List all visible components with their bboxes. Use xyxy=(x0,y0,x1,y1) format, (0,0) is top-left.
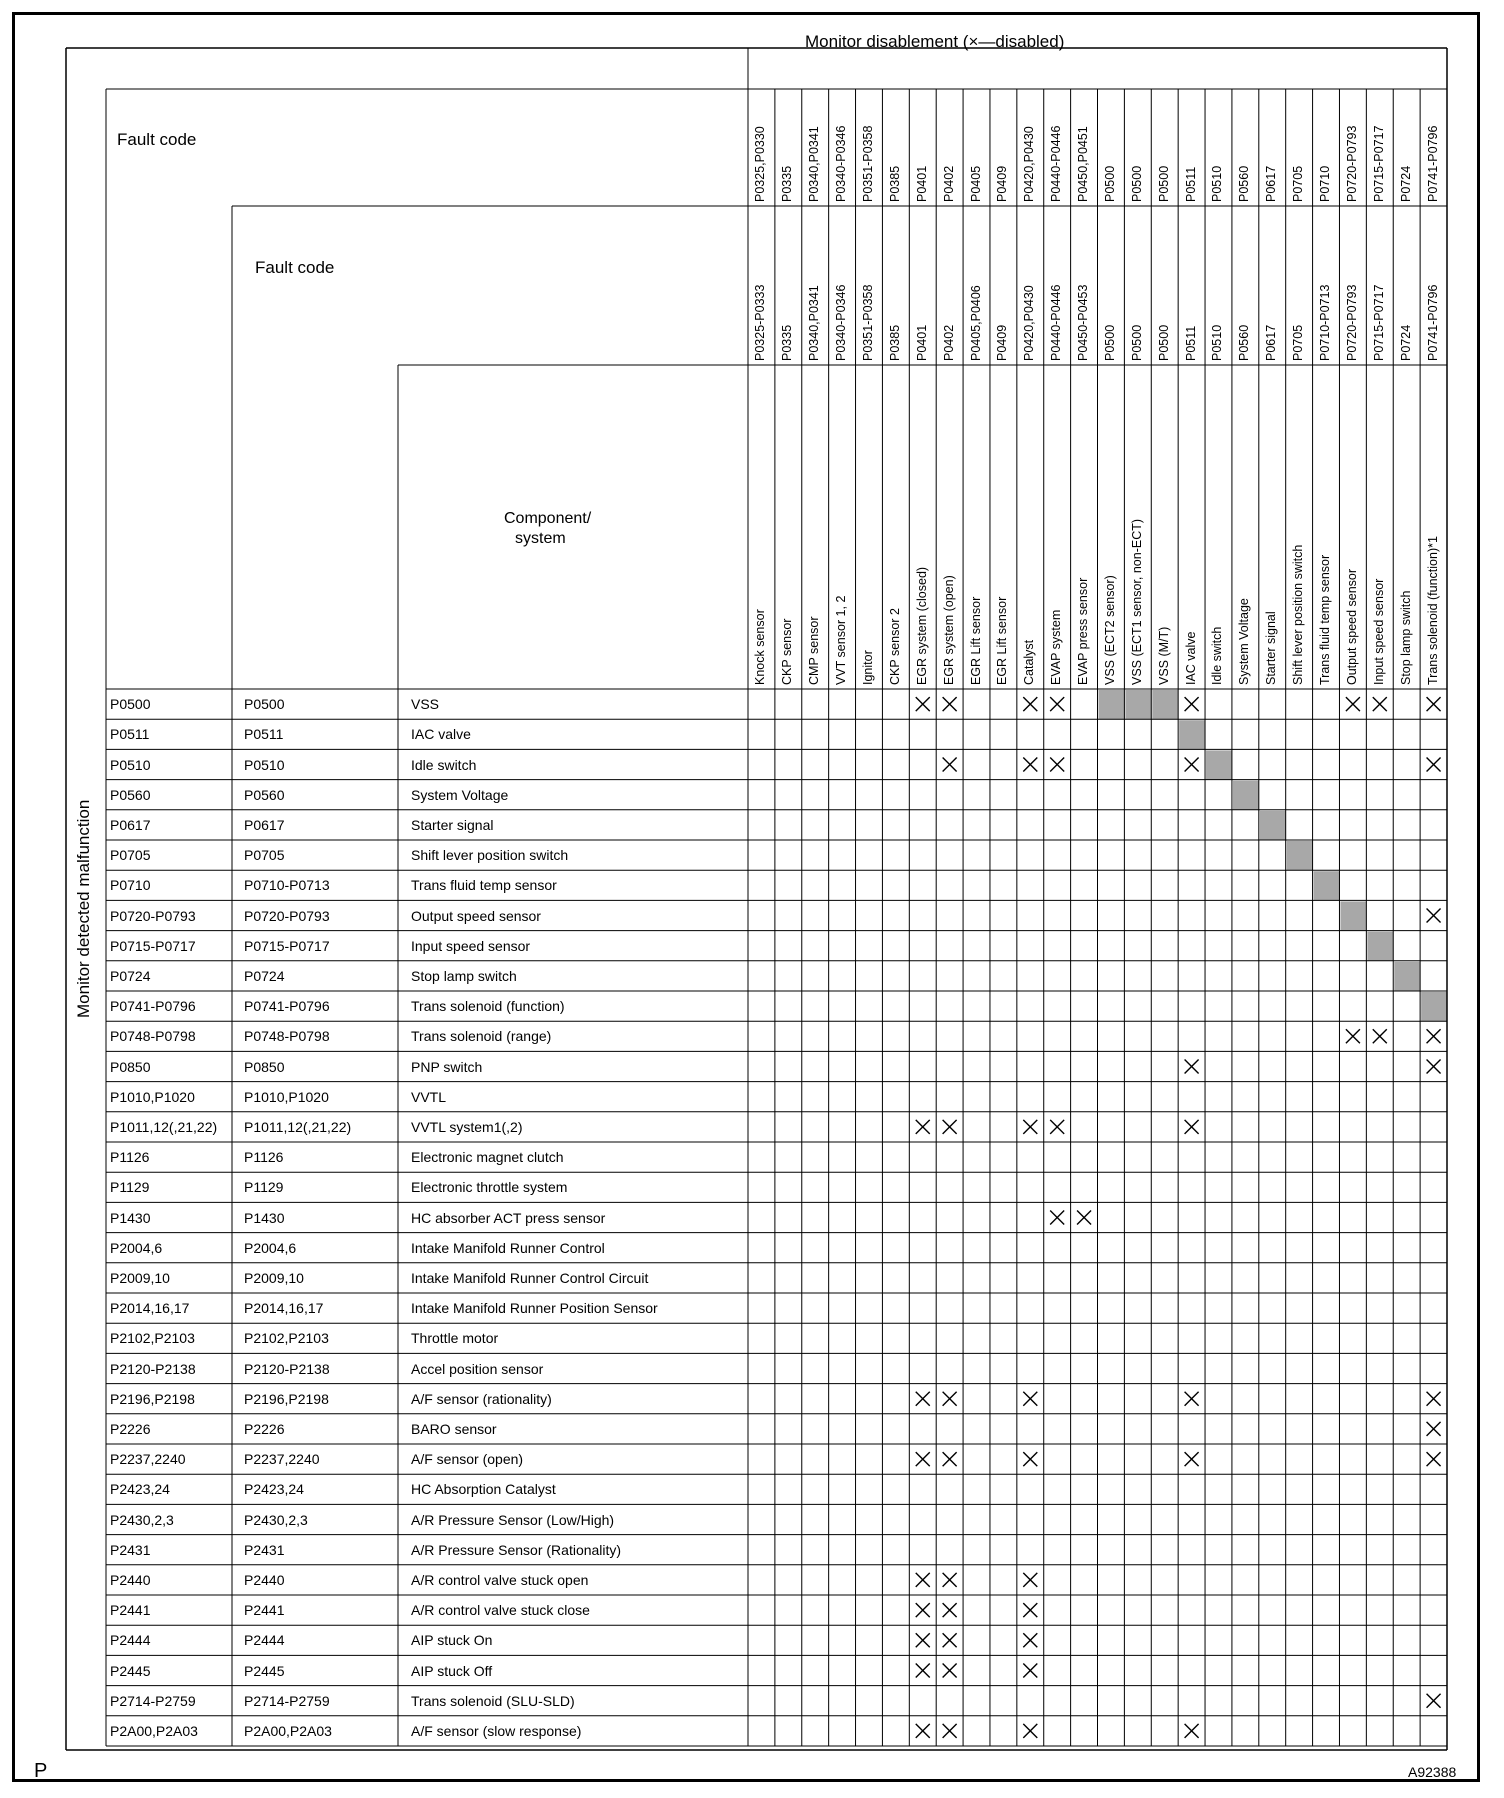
disabled-x-mark xyxy=(943,1664,957,1678)
disabled-x-mark xyxy=(916,1573,930,1587)
component-label: Component/ xyxy=(504,510,592,527)
shaded-cell xyxy=(1314,871,1340,900)
column-code-1: P0720-P0793 xyxy=(1344,125,1359,202)
row-code-2: P0724 xyxy=(244,967,285,984)
column-code-1: P0741-P0796 xyxy=(1425,125,1440,202)
column-code-2: P0405,P0406 xyxy=(968,285,983,361)
row-code-1: P2196,P2198 xyxy=(110,1390,195,1407)
column-code-1: P0340-P0346 xyxy=(834,125,849,202)
disabled-x-mark xyxy=(1023,1664,1037,1678)
column-system-name: System Voltage xyxy=(1237,598,1252,685)
column-code-2: P0500 xyxy=(1102,324,1117,361)
row-component: Throttle motor xyxy=(411,1330,499,1347)
disabled-x-mark xyxy=(1023,697,1037,711)
column-code-2: P0511 xyxy=(1183,325,1198,361)
column-system-name: Starter signal xyxy=(1264,611,1279,685)
fault-code-label-1: Fault code xyxy=(117,130,197,149)
column-code-2: P0401 xyxy=(914,324,929,361)
shaded-cell xyxy=(1287,841,1313,870)
row-code-1: P1430 xyxy=(110,1209,151,1226)
row-code-2: P1129 xyxy=(244,1179,284,1196)
disabled-x-mark xyxy=(1346,1029,1360,1043)
disabled-x-mark xyxy=(916,697,930,711)
row-code-1: P2A00,P2A03 xyxy=(110,1722,198,1739)
row-component: Trans solenoid (range) xyxy=(411,1028,552,1045)
column-code-2: P0705 xyxy=(1291,324,1306,361)
column-code-2: P0450-P0453 xyxy=(1076,284,1091,361)
row-code-2: P0511 xyxy=(244,726,284,743)
shaded-cell xyxy=(1206,750,1232,779)
row-component: Electronic throttle system xyxy=(411,1179,568,1196)
row-component: VVTL system1(,2) xyxy=(411,1118,523,1135)
column-code-1: P0409 xyxy=(995,165,1010,202)
column-system-name: Shift lever position switch xyxy=(1291,544,1306,685)
row-code-1: P0748-P0798 xyxy=(110,1028,196,1045)
disabled-x-mark xyxy=(1427,1694,1441,1708)
row-component: Trans solenoid (function) xyxy=(411,998,565,1015)
row-component: A/F sensor (slow response) xyxy=(411,1722,582,1739)
column-system-name: IAC valve xyxy=(1183,631,1198,685)
column-code-1: P0510 xyxy=(1210,165,1225,202)
disabled-x-mark xyxy=(943,1573,957,1587)
row-component: A/R Pressure Sensor (Rationality) xyxy=(411,1541,622,1558)
column-system-name: Ignitor xyxy=(860,650,875,685)
disabled-x-mark xyxy=(1023,1633,1037,1647)
disabled-x-mark xyxy=(1427,1392,1441,1406)
column-code-1: P0420,P0430 xyxy=(1022,126,1037,202)
column-system-name: Output speed sensor xyxy=(1344,568,1359,685)
column-system-name: VSS (ECT1 sensor, non-ECT) xyxy=(1129,518,1144,685)
column-system-name: EGR Lift sensor xyxy=(968,596,983,685)
disabled-x-mark xyxy=(1023,758,1037,772)
row-code-2: P1126 xyxy=(244,1149,284,1166)
disabled-x-mark xyxy=(943,697,957,711)
column-system-name: VSS (M/T) xyxy=(1156,626,1171,685)
disabled-x-mark xyxy=(1185,1392,1199,1406)
disabled-x-mark xyxy=(1373,1029,1387,1043)
column-code-1: P0705 xyxy=(1291,165,1306,202)
disabled-x-mark xyxy=(1023,1452,1037,1466)
row-code-1: P2714-P2759 xyxy=(110,1692,196,1709)
row-component: Electronic magnet clutch xyxy=(411,1149,564,1166)
row-component: IAC valve xyxy=(411,726,471,743)
header-title: Monitor disablement (×—disabled) xyxy=(805,32,1065,51)
row-code-2: P0705 xyxy=(244,847,285,864)
column-system-name: Trans solenoid (function)*1 xyxy=(1425,536,1440,685)
shaded-cell xyxy=(1260,811,1286,840)
row-code-2: P0741-P0796 xyxy=(244,998,330,1015)
reference-code: A92388 xyxy=(1408,1764,1457,1780)
column-code-1: P0617 xyxy=(1264,165,1279,202)
row-code-2: P2430,2,3 xyxy=(244,1511,308,1528)
row-code-2: P2009,10 xyxy=(244,1269,304,1286)
row-code-1: P0850 xyxy=(110,1058,151,1075)
row-code-2: P0510 xyxy=(244,756,285,773)
column-system-name: Input speed sensor xyxy=(1371,578,1386,685)
column-code-1: P0715-P0717 xyxy=(1371,125,1386,202)
column-code-1: P0710 xyxy=(1318,165,1333,202)
row-component: Input speed sensor xyxy=(411,937,531,954)
disabled-x-mark xyxy=(1023,1724,1037,1738)
column-system-name: EGR Lift sensor xyxy=(995,596,1010,685)
column-code-2: P0500 xyxy=(1129,324,1144,361)
row-component: AIP stuck Off xyxy=(411,1662,493,1679)
column-code-1: P0340,P0341 xyxy=(807,126,822,202)
row-code-1: P2430,2,3 xyxy=(110,1511,174,1528)
disabled-x-mark xyxy=(943,1120,957,1134)
row-component: Intake Manifold Runner Control xyxy=(411,1239,605,1256)
row-component: A/R Pressure Sensor (Low/High) xyxy=(411,1511,615,1528)
row-code-1: P2445 xyxy=(110,1662,151,1679)
disabled-x-mark xyxy=(916,1392,930,1406)
row-code-2: P1011,12(,21,22) xyxy=(244,1118,352,1135)
disabled-x-mark xyxy=(1427,1029,1441,1043)
column-code-2: P0710-P0713 xyxy=(1318,284,1333,361)
row-component: HC Absorption Catalyst xyxy=(411,1481,556,1498)
row-code-1: P0617 xyxy=(110,816,151,833)
disabled-x-mark xyxy=(1050,758,1064,772)
column-system-name: Stop lamp switch xyxy=(1398,590,1413,685)
column-code-2: P0340,P0341 xyxy=(807,285,822,361)
row-code-2: P2445 xyxy=(244,1662,285,1679)
row-component: Idle switch xyxy=(411,756,477,773)
component-label: system xyxy=(515,530,566,547)
row-component: PNP switch xyxy=(411,1058,483,1075)
disabled-x-mark xyxy=(1077,1211,1091,1225)
shaded-cell xyxy=(1340,901,1366,930)
disabled-x-mark xyxy=(943,1633,957,1647)
column-code-1: P0560 xyxy=(1237,165,1252,202)
column-system-name: VSS (ECT2 sensor) xyxy=(1102,575,1117,685)
row-code-2: P0850 xyxy=(244,1058,285,1075)
disabled-x-mark xyxy=(1050,1211,1064,1225)
column-code-1: P0402 xyxy=(941,165,956,202)
row-component: Trans fluid temp sensor xyxy=(411,877,557,894)
row-code-1: P2237,2240 xyxy=(110,1451,186,1468)
row-code-2: P2226 xyxy=(244,1420,285,1437)
disabled-x-mark xyxy=(1185,1724,1199,1738)
row-code-2: P2444 xyxy=(244,1632,285,1649)
column-code-1: P0500 xyxy=(1156,165,1171,202)
row-component: Intake Manifold Runner Control Circuit xyxy=(411,1269,649,1286)
fault-code-label-2: Fault code xyxy=(255,258,335,277)
column-system-name: CKP sensor 2 xyxy=(887,608,902,685)
disabled-x-mark xyxy=(1427,697,1441,711)
disabled-x-mark xyxy=(1427,1422,1441,1436)
column-system-name: EGR system (closed) xyxy=(914,566,929,685)
row-code-2: P2014,16,17 xyxy=(244,1300,324,1317)
row-code-1: P2441 xyxy=(110,1602,151,1619)
row-code-2: P2714-P2759 xyxy=(244,1692,330,1709)
column-system-name: EVAP press sensor xyxy=(1076,577,1091,685)
column-system-name: VVT sensor 1, 2 xyxy=(834,595,849,685)
column-code-2: P0741-P0796 xyxy=(1425,284,1440,361)
disabled-x-mark xyxy=(1346,697,1360,711)
column-code-1: P0405 xyxy=(968,165,983,202)
column-code-2: P0351-P0358 xyxy=(860,284,875,361)
shaded-cell xyxy=(1394,962,1420,991)
row-code-2: P0617 xyxy=(244,816,285,833)
column-code-2: P0325-P0333 xyxy=(753,284,768,361)
shaded-cell xyxy=(1421,992,1447,1021)
disabled-x-mark xyxy=(916,1452,930,1466)
shaded-cell xyxy=(1125,690,1151,719)
row-code-1: P2444 xyxy=(110,1632,151,1649)
column-code-2: P0724 xyxy=(1398,324,1413,361)
column-system-name: Knock sensor xyxy=(753,609,768,685)
row-code-1: P0720-P0793 xyxy=(110,907,196,924)
row-code-2: P0710-P0713 xyxy=(244,877,330,894)
row-code-2: P0560 xyxy=(244,786,285,803)
disabled-x-mark xyxy=(943,1603,957,1617)
column-code-1: P0511 xyxy=(1183,166,1198,202)
row-code-1: P2431 xyxy=(110,1541,151,1558)
row-code-2: P2441 xyxy=(244,1602,285,1619)
disabled-x-mark xyxy=(916,1664,930,1678)
disabled-x-mark xyxy=(943,1392,957,1406)
row-code-1: P2120-P2138 xyxy=(110,1360,196,1377)
disabled-x-mark xyxy=(1427,1060,1441,1074)
column-system-name: Trans fluid temp sensor xyxy=(1318,554,1333,685)
shaded-cell xyxy=(1179,720,1205,749)
disabled-x-mark xyxy=(1050,697,1064,711)
row-code-2: P0500 xyxy=(244,696,285,713)
column-code-2: P0335 xyxy=(780,324,795,361)
disabled-x-mark xyxy=(916,1603,930,1617)
row-code-2: P1010,P1020 xyxy=(244,1088,329,1105)
row-code-1: P0741-P0796 xyxy=(110,998,196,1015)
side-label: Monitor detected malfunction xyxy=(74,799,93,1018)
page-letter: P xyxy=(34,1760,48,1782)
column-code-1: P0401 xyxy=(914,165,929,202)
disabled-x-mark xyxy=(943,1724,957,1738)
disabled-x-mark xyxy=(1023,1120,1037,1134)
column-code-2: P0560 xyxy=(1237,324,1252,361)
column-code-1: P0500 xyxy=(1129,165,1144,202)
column-code-2: P0617 xyxy=(1264,324,1279,361)
row-component: A/R control valve stuck open xyxy=(411,1571,589,1588)
row-code-1: P0511 xyxy=(110,726,150,743)
column-code-1: P0724 xyxy=(1398,165,1413,202)
row-component: Output speed sensor xyxy=(411,907,541,924)
row-component: Accel position sensor xyxy=(411,1360,544,1377)
column-code-2: P0510 xyxy=(1210,324,1225,361)
column-code-2: P0385 xyxy=(887,324,902,361)
row-code-1: P0705 xyxy=(110,847,151,864)
row-component: A/F sensor (rationality) xyxy=(411,1390,552,1407)
disabled-x-mark xyxy=(943,758,957,772)
row-code-1: P1129 xyxy=(110,1179,150,1196)
column-code-1: P0450,P0451 xyxy=(1076,126,1091,202)
row-code-2: P0748-P0798 xyxy=(244,1028,330,1045)
disabled-x-mark xyxy=(1185,758,1199,772)
disabled-x-mark xyxy=(916,1633,930,1647)
row-code-2: P2120-P2138 xyxy=(244,1360,330,1377)
column-system-name: CMP sensor xyxy=(807,616,822,685)
row-code-2: P2237,2240 xyxy=(244,1451,320,1468)
row-code-2: P2196,P2198 xyxy=(244,1390,329,1407)
column-system-name: CKP sensor xyxy=(780,618,795,685)
row-code-1: P0710 xyxy=(110,877,151,894)
row-code-1: P2440 xyxy=(110,1571,151,1588)
row-code-1: P1010,P1020 xyxy=(110,1088,195,1105)
row-code-2: P2A00,P2A03 xyxy=(244,1722,332,1739)
row-code-1: P2014,16,17 xyxy=(110,1300,190,1317)
row-component: A/F sensor (open) xyxy=(411,1451,524,1468)
row-component: VSS xyxy=(411,696,440,713)
disabled-x-mark xyxy=(916,1120,930,1134)
disabled-x-mark xyxy=(1427,1452,1441,1466)
row-component: System Voltage xyxy=(411,786,509,803)
row-code-1: P2009,10 xyxy=(110,1269,170,1286)
row-code-1: P0510 xyxy=(110,756,151,773)
disabled-x-mark xyxy=(1185,1452,1199,1466)
row-component: A/R control valve stuck close xyxy=(411,1602,590,1619)
row-code-1: P2226 xyxy=(110,1420,151,1437)
row-component: VVTL xyxy=(411,1088,447,1105)
disabled-x-mark xyxy=(943,1452,957,1466)
row-component: Stop lamp switch xyxy=(411,967,517,984)
row-component: Shift lever position switch xyxy=(411,847,569,864)
row-code-2: P2423,24 xyxy=(244,1481,304,1498)
disabled-x-mark xyxy=(1023,1392,1037,1406)
row-code-1: P2004,6 xyxy=(110,1239,163,1256)
column-code-2: P0409 xyxy=(995,324,1010,361)
row-code-1: P0560 xyxy=(110,786,151,803)
disabled-x-mark xyxy=(1373,697,1387,711)
disabled-x-mark xyxy=(916,1724,930,1738)
row-component: Intake Manifold Runner Position Sensor xyxy=(411,1300,658,1317)
column-system-name: Catalyst xyxy=(1022,639,1037,685)
column-system-name: Idle switch xyxy=(1210,626,1225,685)
column-system-name: EGR system (open) xyxy=(941,575,956,685)
column-code-2: P0715-P0717 xyxy=(1371,284,1386,361)
disabled-x-mark xyxy=(1185,1120,1199,1134)
row-code-2: P2440 xyxy=(244,1571,285,1588)
page-frame xyxy=(12,12,1480,1782)
row-code-1: P0715-P0717 xyxy=(110,937,196,954)
column-code-1: P0385 xyxy=(887,165,902,202)
row-code-2: P2102,P2103 xyxy=(244,1330,329,1347)
row-component: HC absorber ACT press sensor xyxy=(411,1209,606,1226)
shaded-cell xyxy=(1367,932,1393,961)
disabled-x-mark xyxy=(1427,909,1441,923)
row-code-2: P2431 xyxy=(244,1541,285,1558)
shaded-cell xyxy=(1099,690,1125,719)
column-code-2: P0720-P0793 xyxy=(1344,284,1359,361)
row-code-1: P2102,P2103 xyxy=(110,1330,195,1347)
row-code-2: P2004,6 xyxy=(244,1239,297,1256)
row-code-1: P1126 xyxy=(110,1149,150,1166)
column-code-2: P0440-P0446 xyxy=(1049,284,1064,361)
column-system-name: EVAP system xyxy=(1049,609,1064,685)
column-code-2: P0420,P0430 xyxy=(1022,285,1037,361)
disabled-x-mark xyxy=(1427,758,1441,772)
row-code-1: P0724 xyxy=(110,967,151,984)
column-code-2: P0402 xyxy=(941,324,956,361)
shaded-cell xyxy=(1233,781,1259,810)
row-component: AIP stuck On xyxy=(411,1632,493,1649)
column-code-2: P0340-P0346 xyxy=(834,284,849,361)
disabled-x-mark xyxy=(1050,1120,1064,1134)
row-code-1: P0500 xyxy=(110,696,151,713)
disabled-x-mark xyxy=(1023,1603,1037,1617)
disabled-x-mark xyxy=(1185,697,1199,711)
column-code-1: P0351-P0358 xyxy=(860,125,875,202)
row-code-2: P0715-P0717 xyxy=(244,937,330,954)
column-code-1: P0335 xyxy=(780,165,795,202)
disabled-x-mark xyxy=(1023,1573,1037,1587)
row-component: Trans solenoid (SLU-SLD) xyxy=(411,1692,575,1709)
column-code-2: P0500 xyxy=(1156,324,1171,361)
row-component: Starter signal xyxy=(411,816,494,833)
row-code-1: P2423,24 xyxy=(110,1481,170,1498)
disabled-x-mark xyxy=(1185,1060,1199,1074)
column-code-1: P0440-P0446 xyxy=(1049,125,1064,202)
column-code-1: P0500 xyxy=(1102,165,1117,202)
row-component: BARO sensor xyxy=(411,1420,497,1437)
row-code-1: P1011,12(,21,22) xyxy=(110,1118,218,1135)
shaded-cell xyxy=(1152,690,1178,719)
grid-lines xyxy=(15,15,1483,1785)
row-code-2: P1430 xyxy=(244,1209,285,1226)
column-code-1: P0325,P0330 xyxy=(753,126,768,202)
row-code-2: P0720-P0793 xyxy=(244,907,330,924)
